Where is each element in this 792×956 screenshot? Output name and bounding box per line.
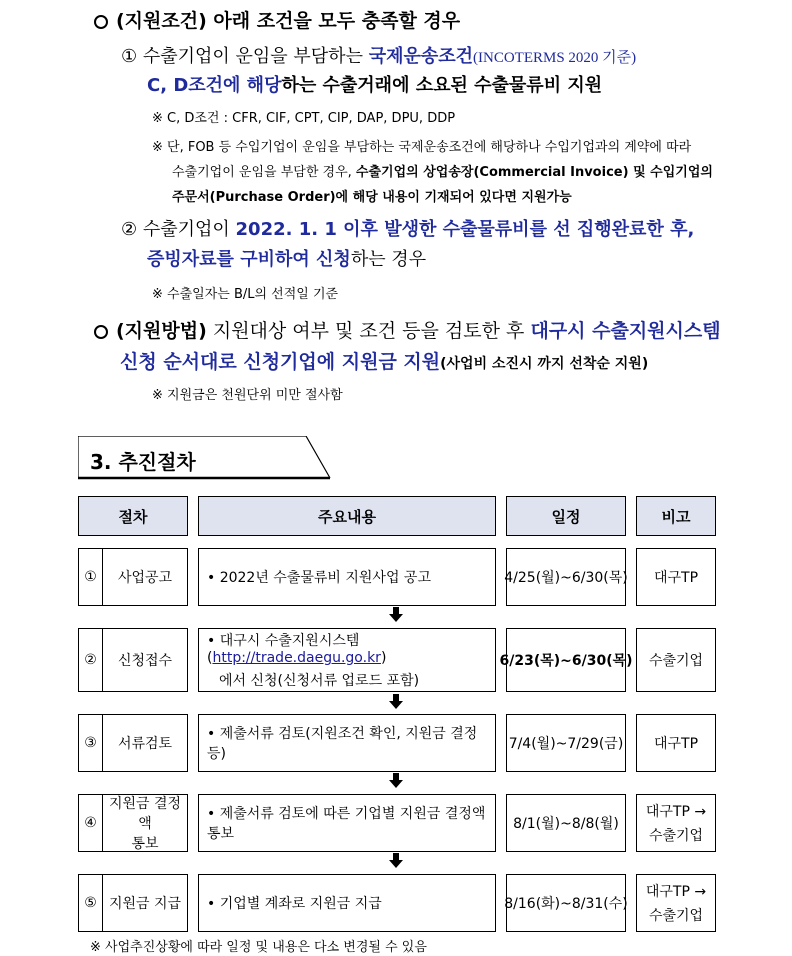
row3-remarks: 대구TP (636, 714, 716, 772)
trade-system-link[interactable]: http://trade.daegu.go.kr (212, 650, 381, 666)
header-step: 절차 (78, 496, 188, 536)
row1-remarks: 대구TP (636, 548, 716, 606)
circle-bullet-icon (94, 15, 108, 29)
row4-step: 지원금 결정액 통보 (102, 794, 188, 852)
row4-num: ④ (78, 794, 103, 852)
row5-step: 지원금 지급 (102, 874, 188, 932)
row3-content: • 제출서류 검토(지원조건 확인, 지원금 결정 등) (198, 714, 496, 772)
row2-num: ② (78, 628, 103, 692)
row1-num: ① (78, 548, 103, 606)
row4-remarks: 대구TP → 수출기업 (636, 794, 716, 852)
condition-item-2: ② 수출기업이 2022. 1. 1 이후 발생한 수출물류비를 선 집행완료한 후, (121, 219, 695, 240)
row5-schedule: 8/16(화)~8/31(수) (506, 874, 626, 932)
note-export-date: ※ 수출일자는 B/L의 선적일 기준 (152, 287, 339, 302)
down-arrow-icon (389, 773, 403, 789)
header-schedule: 일정 (506, 496, 626, 536)
condition-item-2-line2: 증빙자료를 구비하여 신청하는 경우 (147, 249, 427, 270)
row2-remarks: 수출기업 (636, 628, 716, 692)
method-line2: 신청 순서대로 신청기업에 지원금 지원(사업비 소진시 까지 선착순 지원) (120, 351, 649, 373)
table-footnote: ※ 사업추진상황에 따라 일정 및 내용은 다소 변경될 수 있음 (90, 940, 427, 955)
row5-content: • 기업별 계좌로 지원금 지급 (198, 874, 496, 932)
conditions-heading: (지원조건) 아래 조건을 모두 충족할 경우 (94, 6, 460, 33)
row1-step: 사업공고 (102, 548, 188, 606)
row4-schedule: 8/1(월)~8/8(월) (506, 794, 626, 852)
row4-content: • 제출서류 검토에 따른 기업별 지원금 결정액 통보 (198, 794, 496, 852)
row3-step: 서류검토 (102, 714, 188, 772)
row2-step: 신청접수 (102, 628, 188, 692)
row3-schedule: 7/4(월)~7/29(금) (506, 714, 626, 772)
note-fob-line3: 주문서(Purchase Order)에 해당 내용이 기재되어 있다면 지원가능 (172, 190, 572, 205)
row3-num: ③ (78, 714, 103, 772)
header-remarks: 비고 (636, 496, 716, 536)
down-arrow-icon (389, 607, 403, 623)
row5-num: ⑤ (78, 874, 103, 932)
note-cd-terms: ※ C, D조건 : CFR, CIF, CPT, CIP, DAP, DPU, DDP (152, 111, 456, 126)
method-heading: (지원방법) 지원대상 여부 및 조건 등을 검토한 후 대구시 수출지원시스템 (94, 316, 721, 343)
down-arrow-icon (389, 853, 403, 869)
note-fob-line2: 수출기업이 운임을 부담한 경우, 수출기업의 상업송장(Commercial Invoice) 및 수입기업의 (172, 165, 713, 180)
header-content: 주요내용 (198, 496, 496, 536)
note-fob-line1: ※ 단, FOB 등 수입기업이 운임을 부담하는 국제운송조건에 해당하나 수입기업과의 계약에 따라 (152, 140, 692, 155)
down-arrow-icon (389, 694, 403, 710)
row1-schedule: 4/25(월)~6/30(목) (506, 548, 626, 606)
row5-remarks: 대구TP → 수출기업 (636, 874, 716, 932)
row2-schedule: 6/23(목)~6/30(목) (506, 628, 626, 692)
circle-bullet-icon (94, 325, 108, 339)
condition-item-1-line2: C, D조건에 해당하는 수출거래에 소요된 수출물류비 지원 (147, 75, 603, 96)
row2-content: • 대구시 수출지원시스템(http://trade.daegu.go.kr) 에서 신청(신청서류 업로드 포함) (198, 628, 496, 692)
condition-item-1: ① 수출기업이 운임을 부담하는 국제운송조건(INCOTERMS 2020 기준) (121, 46, 637, 67)
method-note: ※ 지원금은 천원단위 미만 절사함 (152, 388, 343, 403)
row1-content: • 2022년 수출물류비 지원사업 공고 (198, 548, 496, 606)
section-title: 3. 추진절차 (90, 450, 196, 474)
